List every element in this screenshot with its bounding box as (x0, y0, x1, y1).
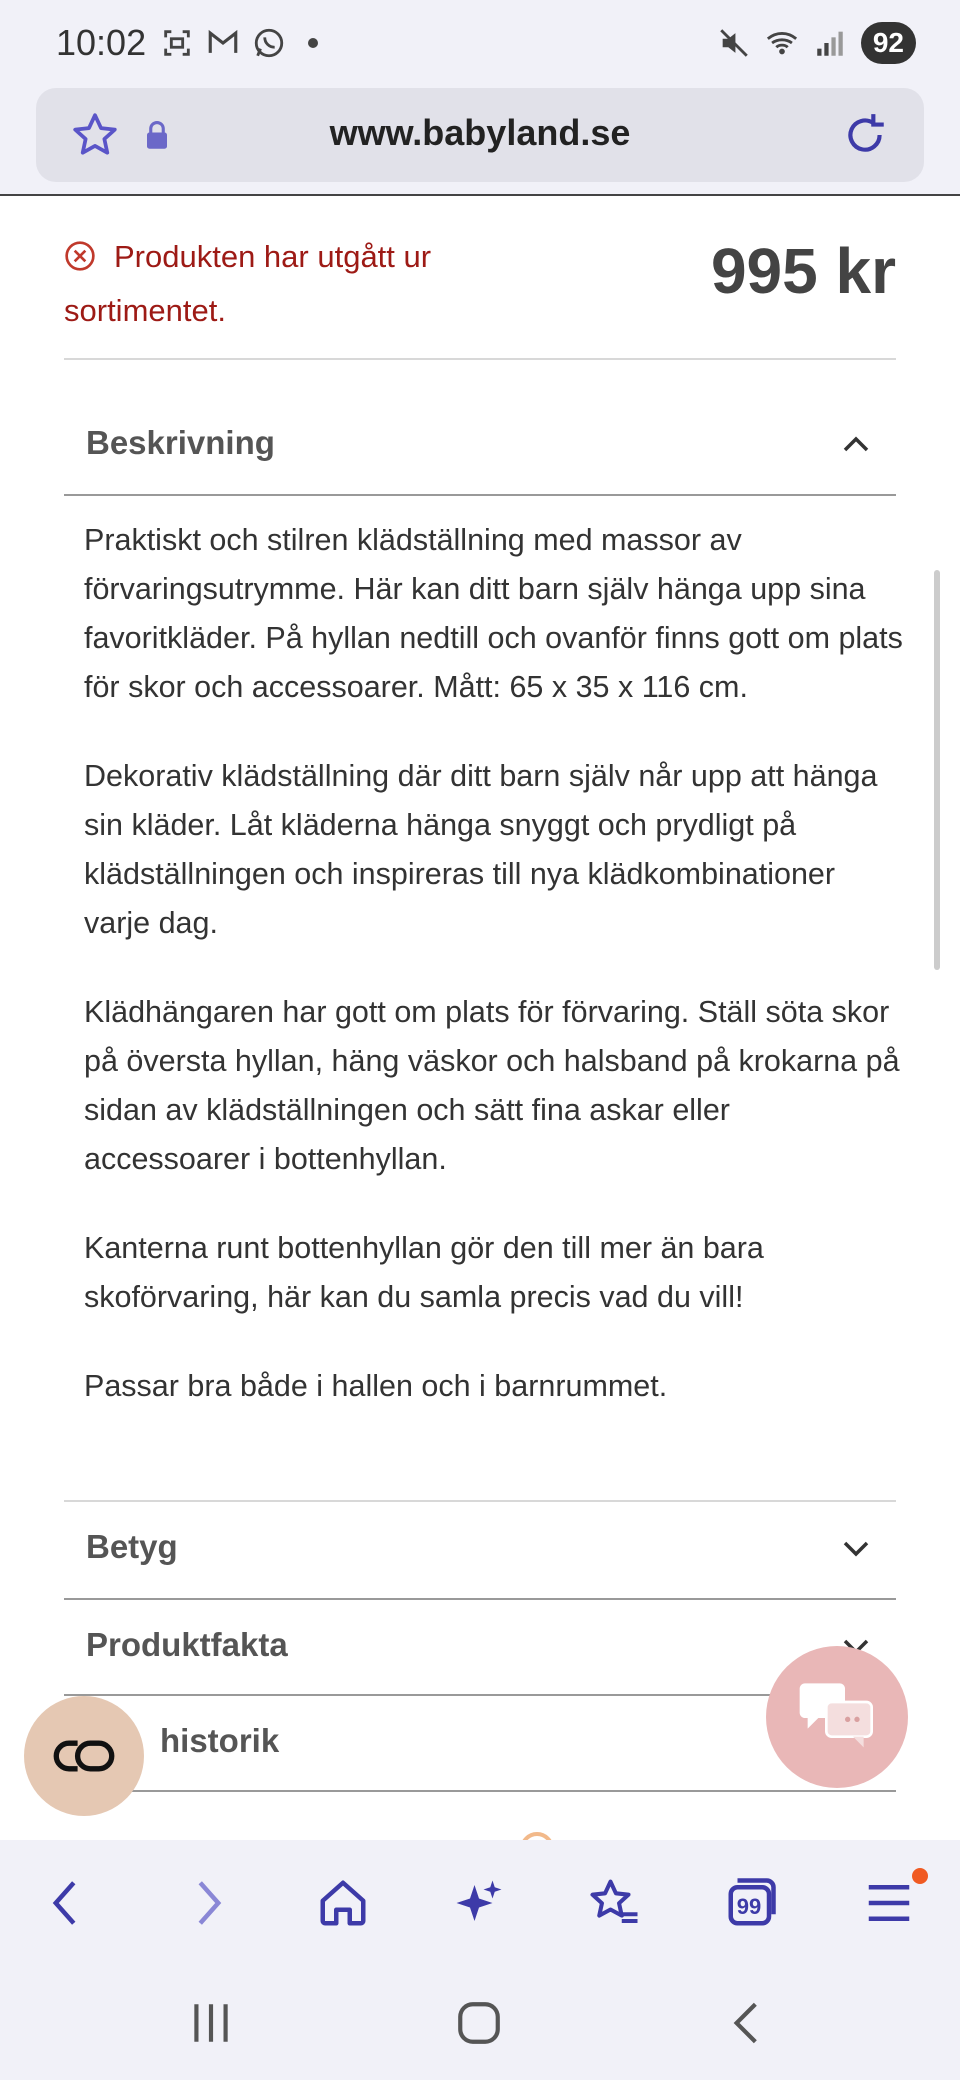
back-button-icon[interactable] (722, 1998, 772, 2048)
co-floating-button[interactable] (24, 1696, 144, 1816)
chevron-up-icon[interactable] (842, 434, 870, 454)
back-arrow-icon[interactable] (40, 1876, 94, 1930)
section-description-title: Beskrivning (86, 424, 275, 461)
signal-icon (813, 26, 847, 60)
section-facts-title: Produktfakta (86, 1626, 288, 1663)
more-notifications-dot (308, 38, 318, 48)
tabs-button[interactable] (724, 1876, 778, 1930)
scrollbar-thumb[interactable] (934, 570, 940, 970)
home-icon[interactable] (316, 1876, 370, 1930)
chat-bubbles-icon (794, 1678, 880, 1758)
divider (64, 358, 896, 360)
notification-icons (160, 26, 318, 60)
description-paragraph: Passar bra både i hallen och i barnrummet. (84, 1369, 668, 1403)
section-rating-header[interactable] (64, 1502, 896, 1598)
tabs-count: 99 (736, 1894, 762, 1919)
description-paragraph: Klädhängaren har gott om plats för förvaring. Ställ söta skor på översta hyllan, häng väskor och halsband på krokarna på sidan av klädställningen och sätt fina askar eller accessoarer i bottenhyllan. (84, 995, 900, 1176)
gmail-icon (206, 26, 240, 60)
whatsapp-icon (252, 26, 286, 60)
product-price: 995 kr (710, 235, 896, 307)
divider (64, 1790, 896, 1792)
browser-toolbar (0, 1840, 960, 1960)
description-paragraph: Kanterna runt bottenhyllan gör den till mer än bara skoförvaring, här kan du samla precis vad du vill! (84, 1231, 764, 1314)
section-history-title: historik (160, 1722, 280, 1759)
discontinued-notice (64, 230, 494, 338)
home-button-icon[interactable] (454, 1998, 504, 2048)
screenshot-icon (160, 26, 194, 60)
discontinued-text: Produkten har utgått ur sortimentet. (64, 239, 432, 328)
description-paragraph: Praktiskt och stilren klädställning med massor av förvaringsutrymme. Här kan ditt barn själv hänga upp sina favoritkläder. På hyllan nedtill och ovanför finns gott om plats för skor och accessoarer. Mått: 65 x 35 x 116 cm. (84, 523, 903, 704)
system-icons (717, 22, 916, 64)
description-paragraph: Dekorativ klädställning där ditt barn själv når upp att hänga sin kläder. Låt kläderna hänga snyggt och prydligt på klädställningen och inspireras till nya klädkombinationer varje dag. (84, 759, 878, 940)
wifi-icon (765, 26, 799, 60)
section-facts-header[interactable] (64, 1600, 896, 1696)
chevron-down-icon[interactable] (842, 1538, 870, 1558)
sparkle-ai-icon[interactable] (452, 1876, 506, 1930)
system-nav-bar (0, 1960, 960, 2080)
partial-loading-icon (520, 1832, 554, 1840)
recent-apps-icon[interactable] (186, 1998, 236, 2048)
menu-notification-badge (912, 1868, 928, 1884)
co-logo-icon (52, 1734, 116, 1778)
chat-support-button[interactable] (766, 1646, 908, 1788)
bookmarks-icon[interactable] (588, 1876, 642, 1930)
status-bar (0, 0, 960, 88)
error-circle-icon (64, 240, 96, 272)
section-rating-title: Betyg (86, 1528, 178, 1565)
page-content (0, 198, 960, 1840)
battery-indicator: 92 (861, 22, 916, 64)
mute-icon (717, 26, 751, 60)
address-bar[interactable] (36, 88, 924, 182)
section-description-header[interactable] (64, 398, 896, 494)
description-body (84, 516, 904, 1451)
divider (64, 494, 896, 496)
forward-arrow-icon[interactable] (180, 1876, 234, 1930)
reload-icon[interactable] (840, 110, 890, 160)
browser-address-area (0, 88, 960, 196)
url-text[interactable]: www.babyland.se (329, 112, 631, 153)
status-time: 10:02 (56, 22, 147, 63)
menu-icon[interactable] (862, 1876, 916, 1930)
